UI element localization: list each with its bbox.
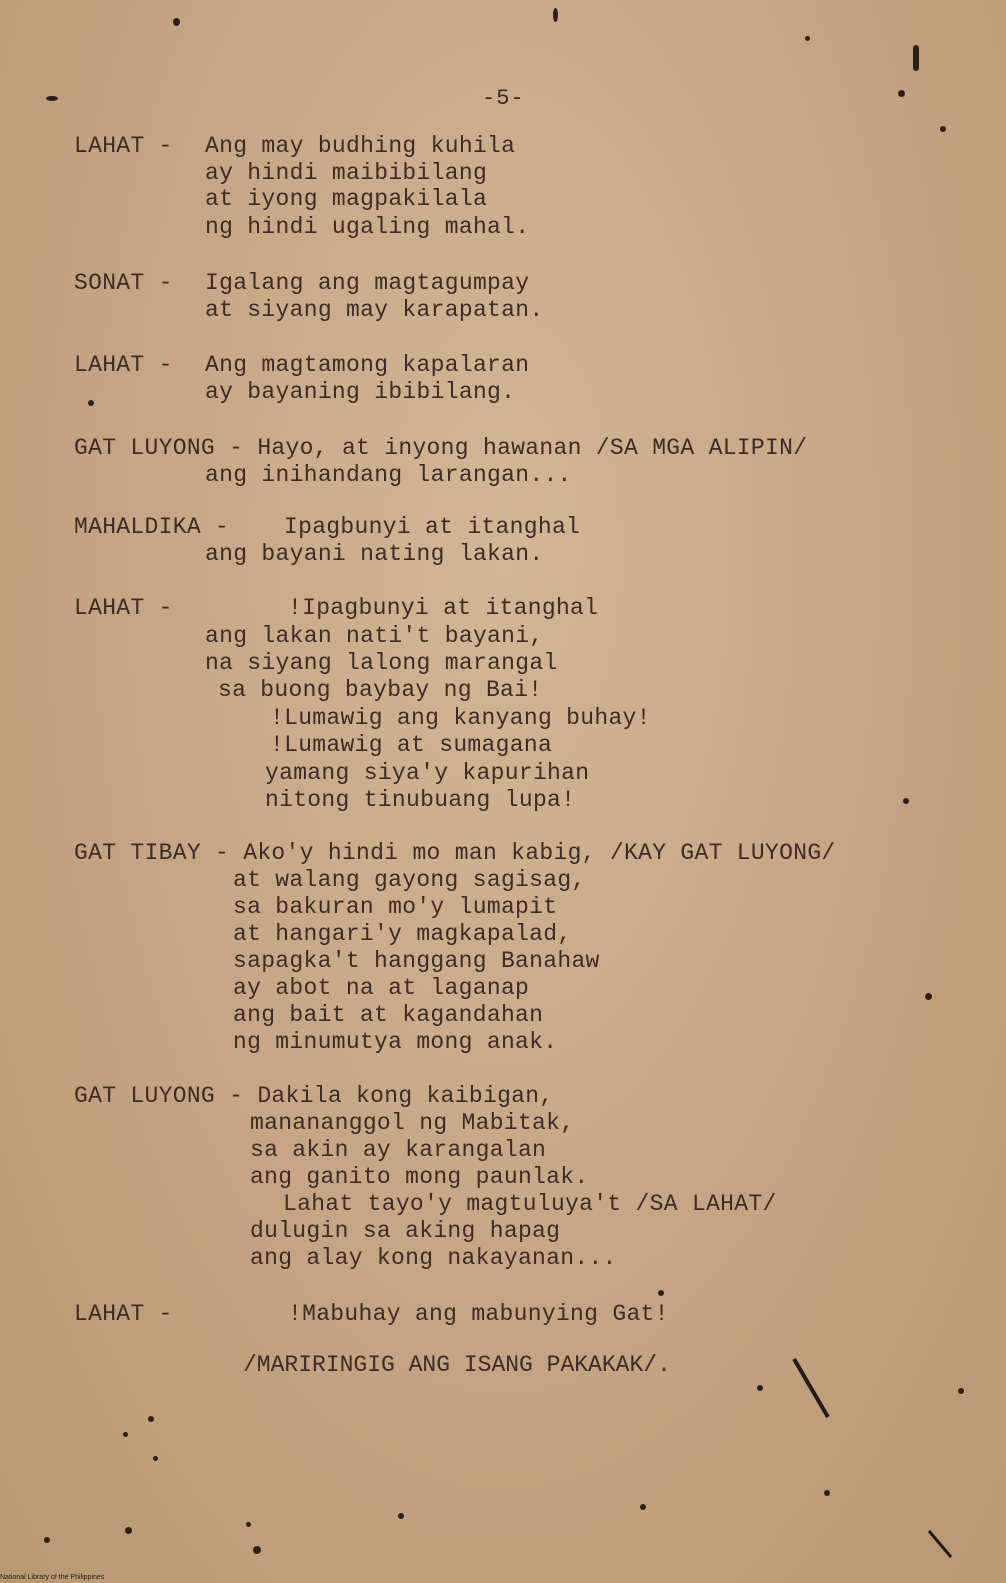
ink-speck: [44, 1537, 50, 1543]
ink-speck: [148, 1416, 154, 1422]
verse-line: yamang siya'y kapurihan: [265, 760, 590, 786]
verse-line: Lahat tayo'y magtuluya't /SA LAHAT/: [283, 1191, 777, 1217]
ink-speck: [925, 993, 932, 1000]
ink-speck: [940, 126, 946, 132]
verse-line: ang bait at kagandahan: [233, 1002, 544, 1028]
verse-line: ay bayaning ibibilang.: [205, 379, 516, 405]
verse-line: at walang gayong sagisag,: [233, 867, 586, 893]
ink-speck: [125, 1527, 132, 1534]
stage-direction: /MARIRINGIG ANG ISANG PAKAKAK/.: [243, 1352, 671, 1378]
verse-line: ang lakan nati't bayani,: [205, 623, 544, 649]
ink-speck: [173, 18, 180, 26]
ink-speck: [757, 1385, 763, 1391]
speaker-label: LAHAT -: [74, 352, 173, 378]
verse-line: na siyang lalong marangal: [205, 650, 558, 676]
page-number: -5-: [482, 86, 525, 111]
footer-credit: National Library of the Philippines: [0, 1574, 105, 1581]
ink-speck: [46, 96, 58, 101]
ink-speck: [913, 45, 919, 71]
verse-line: ay hindi maibibilang: [205, 160, 488, 186]
verse-line: nitong tinubuang lupa!: [265, 787, 576, 813]
speaker-label: LAHAT -: [74, 1301, 173, 1327]
verse-line: manananggol ng Mabitak,: [250, 1110, 575, 1136]
verse-line: Ipagbunyi at itanghal: [284, 514, 581, 540]
verse-line: !Ipagbunyi at itanghal: [288, 595, 599, 621]
verse-line: sa akin ay karangalan: [250, 1137, 547, 1163]
verse-line: sapagka't hanggang Banahaw: [233, 948, 600, 974]
verse-line: ang bayani nating lakan.: [205, 541, 544, 567]
verse-line: Ang may budhing kuhila: [205, 133, 516, 159]
ink-speck: [824, 1490, 830, 1496]
verse-line: ang inihandang larangan...: [205, 462, 572, 488]
verse-line: ay abot na at laganap: [233, 975, 530, 1001]
verse-line: Ang magtamong kapalaran: [205, 352, 530, 378]
verse-line: sa bakuran mo'y lumapit: [233, 894, 558, 920]
ink-speck: [553, 8, 558, 22]
speaker-line: GAT LUYONG - Hayo, at inyong hawanan /SA MGA ALIPIN/: [74, 435, 808, 461]
verse-line: at iyong magpakilala: [205, 186, 488, 212]
ink-speck: [153, 1456, 158, 1461]
speaker-line: GAT LUYONG - Dakila kong kaibigan,: [74, 1083, 554, 1109]
verse-line: at hangari'y magkapalad,: [233, 921, 572, 947]
ink-speck: [88, 400, 94, 406]
ink-stroke: [790, 1355, 840, 1425]
ink-speck: [658, 1290, 664, 1296]
verse-line: ang ganito mong paunlak.: [250, 1164, 589, 1190]
ink-stroke: [925, 1525, 970, 1565]
speaker-line: GAT TIBAY - Ako'y hindi mo man kabig, /KAY GAT LUYONG/: [74, 840, 836, 866]
verse-line: ng minumutya mong anak.: [233, 1029, 558, 1055]
speaker-label: SONAT -: [74, 270, 173, 296]
verse-line: !Mabuhay ang mabunying Gat!: [288, 1301, 669, 1327]
ink-speck: [246, 1522, 251, 1527]
speaker-label: LAHAT -: [74, 595, 173, 621]
ink-speck: [903, 798, 909, 804]
ink-speck: [898, 90, 905, 97]
ink-speck: [398, 1513, 404, 1519]
ink-speck: [253, 1546, 261, 1554]
ink-speck: [958, 1388, 964, 1394]
verse-line: ng hindi ugaling mahal.: [205, 214, 530, 240]
ink-speck: [123, 1432, 128, 1437]
verse-line: sa buong baybay ng Bai!: [218, 677, 543, 703]
ink-speck: [640, 1504, 646, 1510]
verse-line: Igalang ang magtagumpay: [205, 270, 530, 296]
verse-line: !Lumawig at sumagana: [270, 732, 553, 758]
verse-line: at siyang may karapatan.: [205, 297, 544, 323]
ink-speck: [805, 36, 810, 41]
verse-line: !Lumawig ang kanyang buhay!: [270, 705, 651, 731]
verse-line: dulugin sa aking hapag: [250, 1218, 561, 1244]
speaker-label: MAHALDIKA -: [74, 514, 230, 540]
verse-line: ang alay kong nakayanan...: [250, 1245, 617, 1271]
speaker-label: LAHAT -: [74, 133, 173, 159]
